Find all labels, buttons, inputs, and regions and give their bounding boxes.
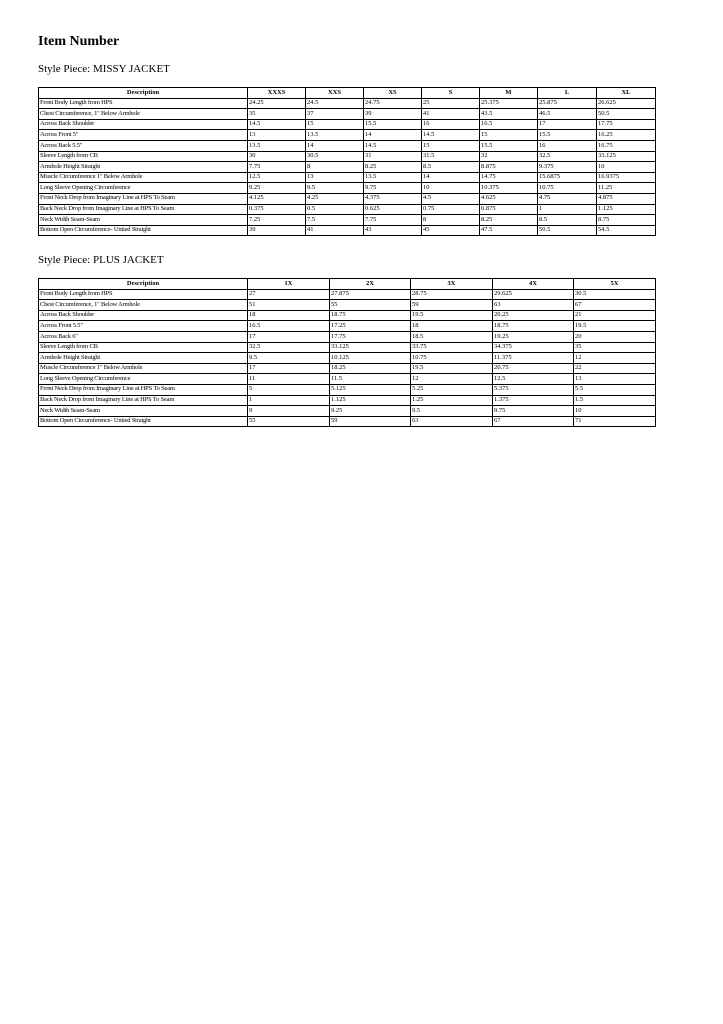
table-row: [39, 172, 656, 183]
measurement-value: 12.5: [493, 374, 574, 385]
measurement-value: 24.5: [306, 98, 364, 109]
measurement-value: 8: [422, 215, 480, 226]
measurement-value: 4.75: [538, 193, 597, 204]
measurement-value: 31: [364, 151, 422, 162]
measurement-value: 9.5: [306, 183, 364, 194]
measurement-value: 13.5: [306, 130, 364, 141]
table-row: [39, 183, 656, 194]
measurement-value: 9.375: [538, 162, 597, 173]
measurement-value: 0.875: [480, 204, 538, 215]
measurement-value: 33.75: [411, 342, 493, 353]
measurement-value: 10.75: [538, 183, 597, 194]
measurement-description: Sleeve Length from CB: [39, 151, 248, 162]
measurement-value: 0.375: [248, 204, 306, 215]
table-row: [39, 193, 656, 204]
measurement-value: 15.5: [480, 140, 538, 151]
measurement-value: 0.75: [422, 204, 480, 215]
measurement-value: 4.625: [480, 193, 538, 204]
measurement-value: 19.5: [574, 321, 656, 332]
measurement-value: 50.5: [597, 109, 656, 120]
measurement-description: Armhole Height Straight: [39, 162, 248, 173]
measurement-value: 10.375: [480, 183, 538, 194]
measurement-description: Chest Circumference, 1" Below Armhole: [39, 109, 248, 120]
table-row: [39, 331, 656, 342]
measurement-value: 4.25: [306, 193, 364, 204]
measurement-value: 20.25: [493, 310, 574, 321]
table-row: [39, 119, 656, 130]
measurement-value: 14: [422, 172, 480, 183]
measurement-value: 11.5: [330, 374, 411, 385]
measurement-value: 14: [306, 140, 364, 151]
measurement-value: 14.5: [364, 140, 422, 151]
measurement-value: 21: [574, 310, 656, 321]
measurement-value: 10: [422, 183, 480, 194]
measurement-value: 15.5: [538, 130, 597, 141]
measurement-value: 8.5: [538, 215, 597, 226]
table-row: [39, 300, 656, 311]
measurement-value: 29.625: [493, 289, 574, 300]
measurement-value: 1.25: [411, 395, 493, 406]
measurement-value: 15: [422, 140, 480, 151]
measurement-value: 5.25: [411, 384, 493, 395]
measurement-value: 41: [422, 109, 480, 120]
measurement-value: 17.75: [597, 119, 656, 130]
measurement-description: Across Back Shoulder: [39, 310, 248, 321]
measurement-value: 25.375: [480, 98, 538, 109]
measurement-description: Neck Width Seam-Seam: [39, 215, 248, 226]
table-row: [39, 289, 656, 300]
table-row: [39, 130, 656, 141]
table-row: [39, 353, 656, 364]
measurement-value: 39: [248, 225, 306, 236]
measurement-value: 7.75: [364, 215, 422, 226]
measurement-value: 28.75: [411, 289, 493, 300]
column-header-size: S: [422, 88, 480, 99]
measurement-description: Long Sleeve Opening Circumference: [39, 183, 248, 194]
measurement-value: 30.5: [306, 151, 364, 162]
measurement-description: Armhole Height Straight: [39, 353, 248, 364]
measurement-value: 34.375: [493, 342, 574, 353]
measurement-value: 18: [248, 310, 330, 321]
measurement-value: 15.5: [364, 119, 422, 130]
measurement-value: 17: [538, 119, 597, 130]
measurement-value: 16.75: [597, 140, 656, 151]
measurement-value: 26.625: [597, 98, 656, 109]
measurement-value: 71: [574, 416, 656, 427]
table-row: [39, 342, 656, 353]
measurement-value: 33.125: [330, 342, 411, 353]
table-row: [39, 416, 656, 427]
table-row: [39, 321, 656, 332]
measurement-value: 18: [411, 321, 493, 332]
measurement-value: 11: [248, 374, 330, 385]
plus-section-title: Style Piece: PLUS JACKET: [38, 254, 164, 266]
table-row: [39, 109, 656, 120]
measurement-value: 5.375: [493, 384, 574, 395]
measurement-value: 16: [538, 140, 597, 151]
table-row: [39, 140, 656, 151]
column-header-size: XL: [597, 88, 656, 99]
measurement-value: 31.5: [422, 151, 480, 162]
column-header-size: 1X: [248, 279, 330, 290]
measurement-value: 16.9375: [597, 172, 656, 183]
measurement-value: 16.5: [248, 321, 330, 332]
missy-header-row: [39, 88, 656, 99]
measurement-value: 22: [574, 363, 656, 374]
measurement-value: 5: [248, 384, 330, 395]
measurement-value: 30: [248, 151, 306, 162]
measurement-value: 7.75: [248, 162, 306, 173]
measurement-description: Front Body Length from HPS: [39, 98, 248, 109]
measurement-value: 33.125: [597, 151, 656, 162]
measurement-value: 41: [306, 225, 364, 236]
measurement-value: 9.25: [248, 183, 306, 194]
measurement-description: Neck Width Seam-Seam: [39, 406, 248, 417]
measurement-value: 24.25: [248, 98, 306, 109]
measurement-value: 1: [538, 204, 597, 215]
measurement-value: 35: [574, 342, 656, 353]
table-row: [39, 225, 656, 236]
measurement-value: 1.125: [330, 395, 411, 406]
measurement-description: Front Body Length from HPS: [39, 289, 248, 300]
column-header-size: 2X: [330, 279, 411, 290]
measurement-description: Muscle Circumference 1" Below Armhole: [39, 363, 248, 374]
measurement-description: Across Front 5": [39, 130, 248, 141]
measurement-value: 1.375: [493, 395, 574, 406]
table-row: [39, 151, 656, 162]
measurement-value: 12: [574, 353, 656, 364]
measurement-value: 67: [574, 300, 656, 311]
measurement-value: 24.75: [364, 98, 422, 109]
measurement-value: 14.5: [248, 119, 306, 130]
table-row: [39, 162, 656, 173]
measurement-value: 9.5: [411, 406, 493, 417]
measurement-value: 63: [493, 300, 574, 311]
measurement-value: 10: [574, 406, 656, 417]
measurement-description: Bottom Open Circumference- Untied Straight: [39, 225, 248, 236]
measurement-value: 43: [364, 225, 422, 236]
measurement-value: 19.5: [411, 310, 493, 321]
measurement-value: 7.25: [248, 215, 306, 226]
measurement-value: 17: [248, 363, 330, 374]
missy-spec-table: [38, 87, 656, 236]
plus-header-row: [39, 279, 656, 290]
measurement-description: Bottom Open Circumference- Untied Straight: [39, 416, 248, 427]
measurement-value: 8.75: [597, 215, 656, 226]
measurement-value: 55: [248, 416, 330, 427]
measurement-value: 4.875: [597, 193, 656, 204]
measurement-value: 1.125: [597, 204, 656, 215]
measurement-value: 14.75: [480, 172, 538, 183]
measurement-value: 11.25: [597, 183, 656, 194]
measurement-description: Across Back 5.5": [39, 140, 248, 151]
measurement-value: 7.5: [306, 215, 364, 226]
measurement-value: 9.25: [330, 406, 411, 417]
missy-section-title: Style Piece: MISSY JACKET: [38, 63, 170, 75]
measurement-value: 46.5: [538, 109, 597, 120]
table-row: [39, 406, 656, 417]
measurement-value: 12: [411, 374, 493, 385]
measurement-value: 43.5: [480, 109, 538, 120]
table-row: [39, 204, 656, 215]
measurement-value: 55: [330, 300, 411, 311]
measurement-value: 18.5: [411, 331, 493, 342]
measurement-value: 32: [480, 151, 538, 162]
measurement-value: 25.875: [538, 98, 597, 109]
measurement-value: 1.5: [574, 395, 656, 406]
measurement-value: 63: [411, 416, 493, 427]
measurement-value: 17.75: [330, 331, 411, 342]
measurement-value: 18.75: [330, 310, 411, 321]
measurement-description: Front Neck Drop from Imaginary Line at HPS To Seam: [39, 384, 248, 395]
column-header-description: Description: [39, 88, 248, 99]
measurement-value: 51: [248, 300, 330, 311]
measurement-value: 9: [248, 406, 330, 417]
measurement-description: Long Sleeve Opening Circumference: [39, 374, 248, 385]
measurement-value: 59: [411, 300, 493, 311]
table-row: [39, 384, 656, 395]
measurement-value: 12.5: [248, 172, 306, 183]
column-header-size: L: [538, 88, 597, 99]
column-header-size: XS: [364, 88, 422, 99]
measurement-value: 15: [480, 130, 538, 141]
measurement-value: 35: [248, 109, 306, 120]
measurement-value: 18.25: [330, 363, 411, 374]
table-row: [39, 310, 656, 321]
measurement-value: 8.25: [480, 215, 538, 226]
table-row: [39, 98, 656, 109]
measurement-value: 32.5: [248, 342, 330, 353]
measurement-value: 9.5: [248, 353, 330, 364]
measurement-description: Back Neck Drop from Imaginary Line at HPS To Seam: [39, 204, 248, 215]
table-row: [39, 395, 656, 406]
measurement-value: 8.5: [422, 162, 480, 173]
measurement-value: 13: [306, 172, 364, 183]
table-row: [39, 215, 656, 226]
measurement-value: 10.75: [411, 353, 493, 364]
measurement-value: 20: [574, 331, 656, 342]
measurement-value: 67: [493, 416, 574, 427]
measurement-description: Across Back 6": [39, 331, 248, 342]
column-header-size: M: [480, 88, 538, 99]
column-header-size: 5X: [574, 279, 656, 290]
column-header-size: 4X: [493, 279, 574, 290]
measurement-value: 59: [330, 416, 411, 427]
measurement-value: 15.6875: [538, 172, 597, 183]
measurement-value: 37: [306, 109, 364, 120]
measurement-value: 14.5: [422, 130, 480, 141]
measurement-value: 17: [248, 331, 330, 342]
measurement-value: 30.5: [574, 289, 656, 300]
measurement-value: 15: [306, 119, 364, 130]
measurement-value: 47.5: [480, 225, 538, 236]
measurement-value: 8.25: [364, 162, 422, 173]
table-row: [39, 374, 656, 385]
measurement-description: Across Front 5.5": [39, 321, 248, 332]
column-header-size: XXXS: [248, 88, 306, 99]
measurement-value: 9.75: [364, 183, 422, 194]
measurement-value: 16.25: [597, 130, 656, 141]
plus-spec-table: [38, 278, 656, 427]
measurement-value: 16: [422, 119, 480, 130]
measurement-value: 4.375: [364, 193, 422, 204]
measurement-value: 13.5: [248, 140, 306, 151]
measurement-description: Across Back Shoulder: [39, 119, 248, 130]
measurement-value: 39: [364, 109, 422, 120]
measurement-value: 9.75: [493, 406, 574, 417]
page-title: Item Number: [38, 34, 120, 49]
measurement-value: 8: [306, 162, 364, 173]
measurement-value: 27.875: [330, 289, 411, 300]
measurement-value: 5.5: [574, 384, 656, 395]
measurement-value: 0.5: [306, 204, 364, 215]
measurement-value: 27: [248, 289, 330, 300]
measurement-value: 16.5: [480, 119, 538, 130]
measurement-value: 4.5: [422, 193, 480, 204]
measurement-value: 25: [422, 98, 480, 109]
measurement-description: Chest Circumference, 1" Below Armhole: [39, 300, 248, 311]
measurement-value: 13: [248, 130, 306, 141]
measurement-value: 10: [597, 162, 656, 173]
measurement-value: 19.5: [411, 363, 493, 374]
column-header-description: Description: [39, 279, 248, 290]
measurement-value: 8.875: [480, 162, 538, 173]
measurement-value: 13.5: [364, 172, 422, 183]
measurement-value: 45: [422, 225, 480, 236]
column-header-size: 3X: [411, 279, 493, 290]
measurement-value: 1: [248, 395, 330, 406]
measurement-description: Muscle Circumference 1" Below Armhole: [39, 172, 248, 183]
measurement-description: Back Neck Drop from Imaginary Line at HPS To Seam: [39, 395, 248, 406]
measurement-value: 0.625: [364, 204, 422, 215]
measurement-value: 19.25: [493, 331, 574, 342]
measurement-value: 17.25: [330, 321, 411, 332]
column-header-size: XXS: [306, 88, 364, 99]
measurement-value: 50.5: [538, 225, 597, 236]
measurement-value: 13: [574, 374, 656, 385]
measurement-description: Sleeve Length from CB: [39, 342, 248, 353]
measurement-value: 10.125: [330, 353, 411, 364]
measurement-value: 18.75: [493, 321, 574, 332]
measurement-description: Front Neck Drop from Imaginary Line at HPS To Seam: [39, 193, 248, 204]
measurement-value: 14: [364, 130, 422, 141]
measurement-value: 4.125: [248, 193, 306, 204]
measurement-value: 54.5: [597, 225, 656, 236]
table-row: [39, 363, 656, 374]
measurement-value: 11.375: [493, 353, 574, 364]
measurement-value: 20.75: [493, 363, 574, 374]
measurement-value: 5.125: [330, 384, 411, 395]
measurement-value: 32.5: [538, 151, 597, 162]
